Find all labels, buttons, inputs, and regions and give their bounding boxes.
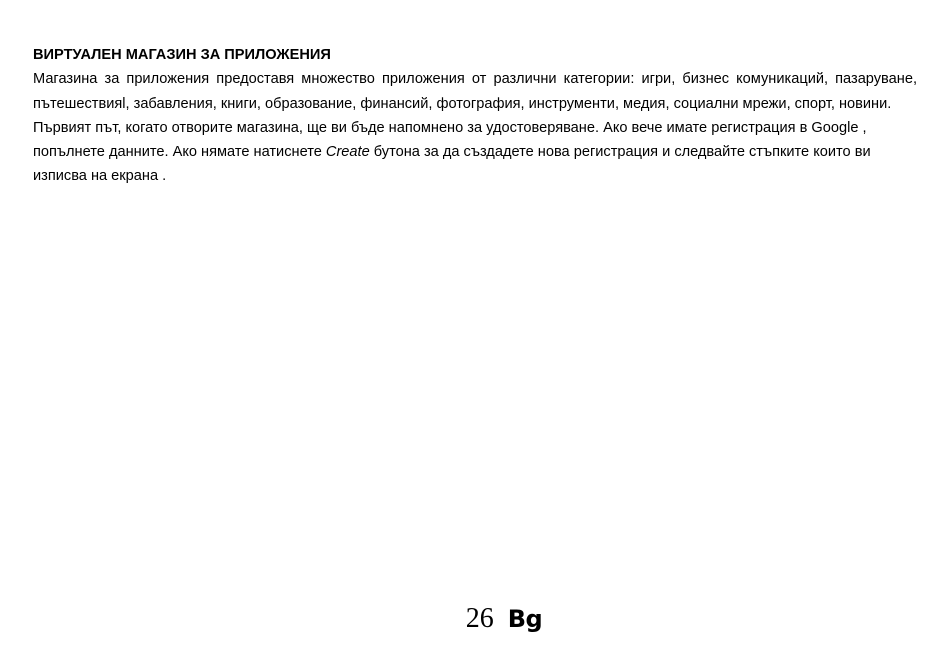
- page-content: [33, 43, 917, 189]
- language-code: Bg: [507, 605, 543, 633]
- page-footer: [0, 603, 950, 643]
- section-heading: ВИРТУАЛЕН МАГАЗИН ЗА ПРИЛОЖЕНИЯ: [33, 47, 331, 63]
- create-button-mention: Create: [325, 144, 370, 161]
- paragraph-registration-text-end: бутона за да създадете нова регистрация и следвайте стъпките които ви изписва на екрана .: [33, 144, 871, 185]
- paragraph-registration-text-start: Първият път, когато отворите магазина, ще ви бъде напомнено за удостоверяване. Ако вече имате регистрация в Google , попълнете данните. Ако нямате натиснете: [33, 119, 867, 161]
- paragraph-registration: [33, 116, 917, 189]
- paragraph-categories: Магазина за приложения предоставя множество приложения от различни категории: игри, бизнес комуникаций, пазаруване, пътешествияl, забавления, книги, образование, финансий, фотография, инструменти, медия, социални мрежи, спорт, новини.: [33, 71, 917, 112]
- page-number: 26: [465, 603, 494, 634]
